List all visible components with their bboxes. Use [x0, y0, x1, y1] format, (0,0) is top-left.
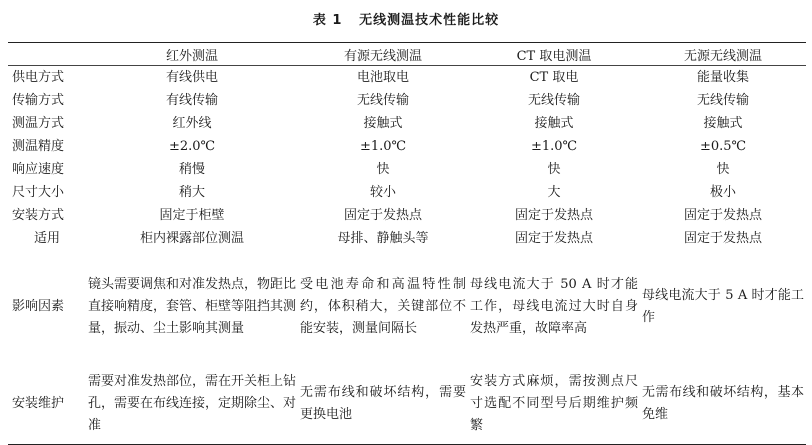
table-cell: 母线电流大于 5 A 时才能工作: [642, 288, 804, 325]
table-cell: 有线传输: [165, 92, 218, 108]
header-row: [8, 43, 806, 66]
table-row: [8, 364, 806, 445]
table-cell: 接触式: [703, 115, 743, 131]
row-label: 传输方式: [12, 92, 65, 108]
header-active-wireless: 有源无线测温: [343, 48, 422, 64]
table-cell: 无需布线和破坏结构，基本免维: [642, 385, 804, 422]
table-cell: 固定于发热点: [343, 207, 422, 223]
row-label: 供电方式: [12, 69, 65, 85]
table-cell: 柜内裸露部位测温: [139, 230, 244, 246]
table-cell: 镜头需要调焦和对准发热点，物距比直接响精度，套管、柜壁等阻挡其测量，振动、尘土影响其测量: [88, 277, 297, 336]
table-cell: 快: [547, 161, 561, 177]
table-cell: 无线传输: [527, 92, 580, 108]
row-label: 适用: [33, 230, 60, 246]
row-label: 安装维护: [12, 396, 65, 411]
row-label: 安装方式: [12, 207, 65, 223]
table-cell: ±0.5℃: [699, 138, 747, 154]
table-title: 无线测温技术性能比较: [359, 13, 500, 28]
header-infrared: 红外测温: [165, 48, 218, 64]
table-cell: 稍慢: [178, 161, 205, 177]
table-cell: 接触式: [363, 115, 403, 131]
table-cell: 受电池寿命和高温特性制约，体积稍大，关键部位不能安装，测量间隔长: [300, 277, 466, 336]
header-corner: [8, 43, 86, 66]
header-ct-power: CT 取电测温: [516, 48, 592, 64]
table-cell: 母线电流大于 50 A 时才能工作，母线电流过大时自身发热严重，故障率高: [470, 277, 638, 336]
table-cell: ±1.0℃: [359, 138, 407, 154]
table-cell: 接触式: [534, 115, 574, 131]
table-row: [8, 204, 806, 227]
table-cell: 有线供电: [165, 69, 218, 85]
table-cell: 较小: [369, 184, 396, 200]
table-cell: ±1.0℃: [530, 138, 578, 154]
table-row: [8, 135, 806, 158]
table-cell: 固定于柜壁: [159, 207, 225, 223]
table-caption: [0, 0, 812, 42]
table-cell: 固定于发热点: [683, 207, 762, 223]
table-cell: 大: [547, 184, 561, 200]
table-cell: 极小: [709, 184, 736, 200]
table-row: [8, 158, 806, 181]
table-cell: 无线传输: [356, 92, 409, 108]
table-row: [8, 227, 806, 250]
table-cell: 能量收集: [696, 69, 749, 85]
table-cell: ±2.0℃: [168, 138, 216, 154]
table-row: [8, 181, 806, 204]
table-cell: 电池取电: [356, 69, 409, 85]
table-row: [8, 89, 806, 112]
table-cell: 固定于发热点: [514, 207, 593, 223]
row-label: 测温精度: [12, 138, 65, 154]
table-cell: 需要对准发热部位，需在开关柜上钻孔，需要在布线连接，定期除尘、对准: [88, 374, 297, 433]
table-cell: 固定于发热点: [514, 230, 593, 246]
row-label: 测温方式: [12, 115, 65, 131]
table-row: [8, 112, 806, 135]
comparison-table: [8, 42, 806, 445]
table-cell: 快: [376, 161, 390, 177]
header-passive-wireless: 无源无线测温: [683, 48, 762, 64]
table-cell: 母排、静触头等: [337, 230, 429, 246]
row-label: 影响因素: [12, 299, 65, 314]
table-cell: 固定于发热点: [683, 230, 762, 246]
table-cell: 无线传输: [696, 92, 749, 108]
table-cell: 安装方式麻烦，需按测点尺寸选配不同型号后期维护频繁: [470, 374, 638, 433]
table-row: [8, 66, 806, 90]
table-cell: 稍大: [178, 184, 205, 200]
table-cell: 无需布线和破坏结构，需要更换电池: [300, 385, 466, 422]
table-cell: 快: [716, 161, 730, 177]
row-label: 响应速度: [12, 161, 65, 177]
table-number: 表 1: [312, 13, 343, 28]
table-row: [8, 250, 806, 364]
table-cell: 红外线: [172, 115, 212, 131]
row-label: 尺寸大小: [12, 184, 65, 200]
table-cell: CT 取电: [529, 69, 579, 85]
